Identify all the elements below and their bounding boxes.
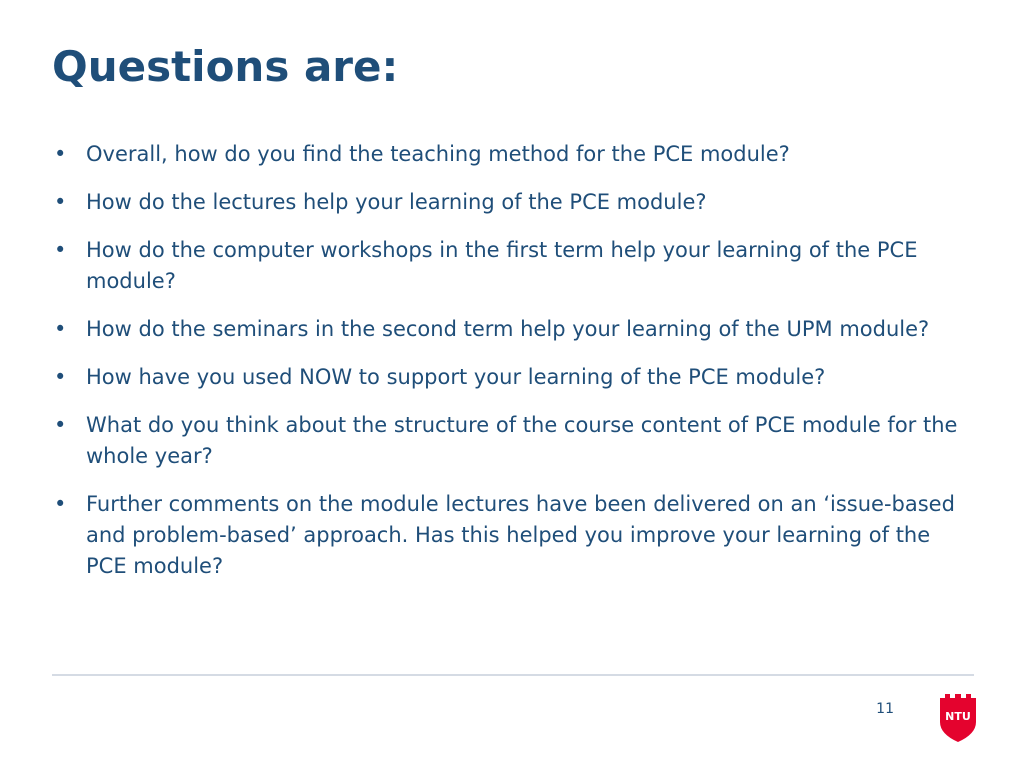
bullet-item [52,139,964,170]
bullet-item [52,187,964,218]
bullet-icon: • [54,365,67,389]
bullet-text: Overall, how do you find the teaching method for the PCE module? [86,142,790,166]
bullet-item [52,489,964,582]
footer-divider [52,674,974,676]
bullet-text: How do the seminars in the second term help your learning of the UPM module? [86,317,930,341]
bullet-text: Further comments on the module lectures have been delivered on an ‘issue-based and problem-based’ approach. Has this helped you improve your learning of the PCE module? [86,492,955,578]
bullet-text: How have you used NOW to support your learning of the PCE module? [86,365,826,389]
bullet-icon: • [54,238,67,262]
bullet-list [52,139,964,599]
bullet-text: What do you think about the structure of the course content of PCE module for the whole year? [86,413,958,468]
page-number: 11 [876,701,894,717]
bullet-text: How do the lectures help your learning of the PCE module? [86,190,707,214]
bullet-item [52,314,964,345]
bullet-icon: • [54,413,67,437]
bullet-icon: • [54,190,67,214]
bullet-icon: • [54,492,67,516]
bullet-item [52,362,964,393]
bullet-text: How do the computer workshops in the first term help your learning of the PCE module? [86,238,918,293]
bullet-icon: • [54,317,67,341]
bullet-icon: • [54,142,67,166]
bullet-item [52,410,964,472]
ntu-shield-logo-icon [938,694,978,742]
bullet-item [52,235,964,297]
slide-title: Questions are: [52,42,399,91]
logo-text: NTU [945,710,971,723]
